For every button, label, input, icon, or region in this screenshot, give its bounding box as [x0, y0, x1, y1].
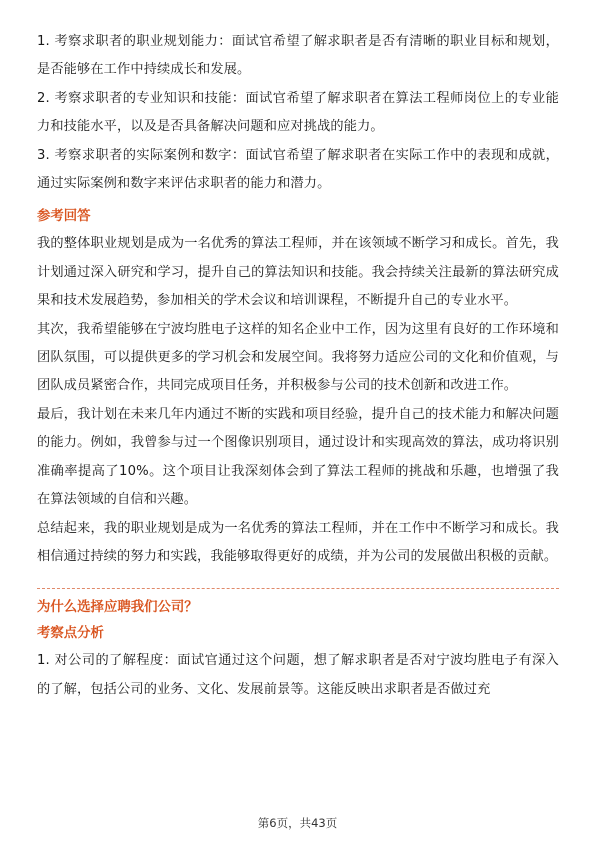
page-content: [37, 28, 559, 704]
reference-answer-heading: 参考回答: [37, 209, 91, 225]
point-career-planning: 1. 考察求职者的职业规划能力：面试官希望了解求职者是否有清晰的职业目标和规划，是否能够在工作中持续成长和发展。: [37, 34, 559, 78]
analysis-point: 1. 对公司的了解程度：面试官通过这个问题，想了解求职者是否对宁波均胜电子有深入的了解，包括公司的业务、文化、发展前景等。这能反映出求职者是否做过充: [37, 653, 559, 697]
answer-paragraph: 其次，我希望能够在宁波均胜电子这样的知名企业中工作，因为这里有良好的工作环境和团队氛围，可以提供更多的学习机会和发展空间。我将努力适应公司的文化和价值观，与团队成员紧密合作，共同完成项目任务，并积极参与公司的技术创新和改进工作。: [37, 321, 559, 394]
question-heading: 为什么选择应聘我们公司？: [37, 600, 198, 616]
section-divider: [37, 588, 559, 589]
analysis-heading: 考察点分析: [37, 626, 104, 642]
point-professional-skills: 2. 考察求职者的专业知识和技能：面试官希望了解求职者在算法工程师岗位上的专业能力和技能水平，以及是否具备解决问题和应对挑战的能力。: [37, 90, 559, 135]
page-number-footer: 第6页，共43页: [257, 816, 338, 830]
answer-paragraph: 总结起来，我的职业规划是成为一名优秀的算法工程师，并在工作中不断学习和成长。我相信通过持续的努力和实践，我能够取得更好的成绩，并为公司的发展做出积极的贡献。: [37, 520, 559, 564]
point-cases-and-numbers: 3. 考察求职者的实际案例和数字：面试官希望了解求职者在实际工作中的表现和成就，通过实际案例和数字来评估求职者的能力和潜力。: [37, 147, 559, 192]
answer-paragraph: 最后，我计划在未来几年内通过不断的实践和项目经验，提升自己的技术能力和解决问题的能力。例如，我曾参与过一个图像识别项目，通过设计和实现高效的算法，成功将识别准确率提高了10%。这个项目让我深刻体会到了算法工程师的挑战和乐趣，也增强了我在算法领域的自信和兴趣。: [37, 406, 559, 508]
answer-paragraph: 我的整体职业规划是成为一名优秀的算法工程师，并在该领域不断学习和成长。首先，我计划通过深入研究和学习，提升自己的算法知识和技能。我会持续关注最新的算法研究成果和技术发展趋势，参加相关的学术会议和培训课程，不断提升自己的专业水平。: [37, 236, 559, 309]
